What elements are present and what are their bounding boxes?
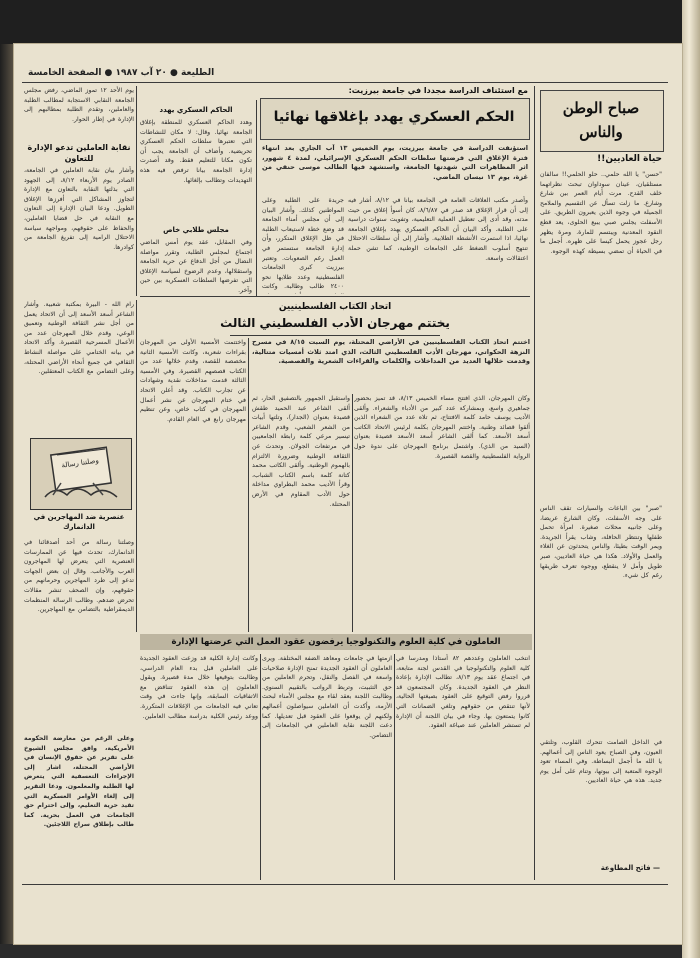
writers-col3: واختتمت الأمسية الأولى من المهرجان بقراءات شعرية، وكانت الأمسية الثانية مخصصة للقصة، وقدم خلالها عدد من الكتاب قصصهم القصيرة. وفي الأمسية الثالثة قدمت مداخلات نقدية وشهادات عن تجارب الكتاب. وقد أعلن الاتحاد في ختام المهرجان عن نشر أعمال المهرجان في كتاب خاص، وعن تنظيم مهرجان رابع في العام القادم.: [140, 339, 246, 423]
col-rule-5: [136, 300, 137, 632]
migrants-photo-illustration: [31, 439, 131, 509]
lead-intro: استؤنفت الدراسة في جامعة بيرزيت، يوم الخميس ١٣ آب الجاري بعد انتهاء فترة الإغلاق التي فرضتها سلطات الحكم العسكري الإسرائيلي، لمدة ٤ شهور، اثر المظاهرات التي شهدتها الجامعة، واستشهد فيها الطالب موسى حنفي من غزة، يوم ١٣ نيسان الماضي.: [262, 144, 528, 181]
lead-sub1-title: الحاكم العسكري يهدد: [159, 106, 233, 114]
lead-kicker: مع استئناف الدراسة مجددا في جامعة بيرزيت:: [348, 86, 528, 95]
scanner-top-shadow: [0, 0, 700, 44]
svg-text:وصلتنا رسالة: وصلتنا رسالة: [61, 456, 100, 470]
writers-kicker: اتحاد الكتاب الفلسطينيين: [278, 302, 392, 312]
column-body-3: في الداخل الصامت تتحرك القلوب، وتلتقي العيون، وفي الصباح يعود الناس إلى أعمالهم. يا الله ما أجمل البساطة. وفي المساء تعود الوجوه المتعبة إلى بيوتها، وتنام على أمل يوم جديد. هذه هي حياة العاديين.: [540, 739, 662, 785]
footer-rule: [22, 884, 668, 885]
column-body: "حسن" يا الله حلمي.. حلو الحلمي!! سالفان مستلقيان، عينان سوداوان تبحث نظراتهما خلف القدح. مرت أيام العمر بين شارع وشارع. ما زلت تسأل عن التقسيم والملامح الجميلة في وجوه الذين يعبرون الطريق. على الأسفلت يجلس صبي يبيع الحلوى، يعد قطع النقود المعدنية ويبتسم للمارة. ومرة يظهر رجل عجوز يحمل كيسا على ظهره. أجمل ما في الحياة أن تمضي بسيطة كهذه الوجوه.: [540, 171, 662, 255]
column-body-2: "صبر" بين الباعات والسيارات تقف الناس على وجه الأسفلت، وكان الشارع عريضا، وعلى جانبيه محلات صغيرة. امرأة تحمل طفلها وتنتظر الحافلة، وشاب يقرأ الجريدة. ويمر الوقت بطيئا، والناس يتحدثون عن الغلاء والعمل والأولاد. هكذا هي حياة العاديين، صبر طويل وأمل لا ينقطع، ووجوه تعرف طريقها رغم كل شيء.: [540, 505, 662, 580]
lead-sub1-body: وهدد الحاكم العسكري للمنطقة بإغلاق الجامعة نهائيا. وقال: لا مكان للنشاطات التي تعتبرها سلطات الحكم العسكري تحريضية. وأضاف أن الجامعة يجب أن تكون مكانا للتعليم فقط. وقد أصدرت إدارة الجامعة بيانا ترفض فيه هذه التهديدات وتطالب بإلغائها.: [140, 119, 252, 184]
header-rule: [22, 82, 668, 83]
top-right-text: يوم الأحد ١٢ تموز الماضي، رفض مجلس الجامعة النقابي الاستجابة لمطالب الطلبة والعاملين، وتقدم الطلبة بمطالبهم إلى الإدارة في إطار الحوار.: [24, 87, 134, 123]
lead-body: وأصدر مكتب العلاقات العامة في الجامعة بيانا في ٨/١٢، أشار فيه إلى أن قرار الإغلاق قد صدر في ٨/٦/٨٧، كان أسوأ إغلاق من حيث مدته، وقد أدى إلى تعطيل العملية التعليمية، وتفويت سنوات دراسية على الطلبة. وأكد البيان أن الحاكم العسكري يهدد بإغلاق الجامعة نهائيا، اذا استمرت الأنشطة الطلابية. وأشار إلى أن سلطات الاحتلال تنتهج أسلوب الضغط على الجامعات الوطنية، كما تشن حملة اعتقالات واسعة.: [348, 197, 528, 262]
science-col3: وكانت إدارة الكلية قد وزعت العقود الجديدة على العاملين قبل بدء العام الدراسي، وطالبت بتوقيعها خلال مدة قصيرة. ويقول العاملون إن هذه العقود تتناقض مع الاتفاقيات السابقة، وإنها جاءت في وقت تعاني فيه الجامعات من الإغلاقات المتكررة. ووعد رئيس الكلية بدراسة مطالب العاملين.: [140, 655, 258, 720]
science-col1: انتخب العاملون وعددهم ٨٢ أستاذا ومدرسا في كلية العلوم والتكنولوجيا في القدس لجنة متابعة، في اجتماع عقد يوم ٨/١٣، تطالب الإدارة بإعادة النظر في العقود الجديدة. وكان المجتمعون قد قرروا رفض التوقيع على العقود بصيغتها الحالية، لأنها تنتقص من حقوقهم وتلغي الضمانات التي كانوا يتمتعون بها. وجاء في بيان اللجنة أن الإدارة لم تستشر العاملين عند صياغة العقود.: [396, 655, 530, 730]
unions-body: وأشار بيان نقابة العاملين في الجامعة، الصادر يوم الأربعاء ٨/١٢، إلى الجهود التي بذلتها النقابة بالتعاون مع الإدارة لتجاوز المشاكل التي أفرزها الإغلاق الطويل. ودعا البيان الإدارة إلى التعاون مع النقابة في حل قضايا العاملين، والحفاظ على حقوقهم، ومواجهة سياسة الاحتلال الرامية إلى تفريغ الجامعة من كوادرها.: [24, 167, 134, 251]
migrants-caption: عنصرية ضد المهاجرين في الدانمارك: [33, 513, 125, 531]
lead-body-2: جريدة على الطلبة وعلى المواطنين كذلك. وأشار البيان إلى أن مجلس أمناء الجامعة قد وضع خطة لاستيعاب الطلبة في ظل الإغلاق المتكرر، وأن إدارة الجامعة ستستمر في العمل رغم الصعوبات. وتعتبر بيرزيت كبرى الجامعات الفلسطينية وعدد طلابها نحو ٢٤٠٠ طالب وطالبة. وكانت: [262, 197, 344, 291]
col-rule-7: [260, 654, 261, 880]
column-byline: — فاتح المطاوعة: [600, 864, 660, 872]
page-edge: [682, 0, 700, 958]
lead-sub2-body: وفي المقابل، عقد يوم أمس الماضي اجتماع لمجلس الطلبة، وتقرر مواصلة النضال من أجل الدفاع عن حرية الجامعة واستقلالها، وعدم الرضوخ لسياسة الإغلاق التي تفرضها السلطات العسكرية بين حين وآخر.: [140, 239, 252, 294]
page-header: [22, 68, 668, 82]
lead-sub2-title: مجلس طلابي خاص: [163, 226, 229, 234]
col-rule-3: [248, 338, 249, 632]
col-rule-4: [352, 394, 353, 632]
writers-headline-rule: [230, 335, 440, 336]
masthead-logo: صباح الوطن والناس: [562, 99, 640, 141]
writers-col4: رام الله - البيرة بمكتبة شعبية. وأشار الشاعر أسعد الأسعد إلى أن الاتحاد يعمل من أجل نشر الثقافة الوطنية وتعميق الوعي، وقدم خلال المهرجان عدد من الأعمال المسرحية القصيرة. وأكد الاتحاد في بيانه الختامي على مواصلة النشاط الثقافي في جميع أنحاء الأراضي المحتلة، وعلى التضامن مع الكتاب المعتقلين.: [24, 301, 134, 376]
col-rule-2: [256, 100, 257, 296]
migrants-photo: [30, 438, 132, 510]
science-headline: العاملون في كلية العلوم والتكنولوجيا يرفضون عقود العمل التي عرضتها الإدارة: [171, 637, 501, 647]
lead-headline: الحكم العسكري يهدد بإغلاقها نهائيا: [273, 109, 515, 125]
col-rule-6: [394, 654, 395, 880]
writers-headline: يختتم مهرجان الأدب الفلسطيني الثالث: [220, 316, 450, 330]
science-col2: ازمتها في جامعات ومعاهد الضفة المختلفة. ويرى العاملون أن العقود الجديدة تمنح الإدارة صلاحيات واسعة في الفصل والنقل، وتحرم العاملين من حق التثبيت، وتربط الرواتب بالتقييم السنوي. وطالبت اللجنة بعقد لقاء مع مجلس الأمناء لبحث الأزمة، وأكدت أن العاملين سيواصلون أعمالهم ولكنهم لن يوقعوا على العقود قبل تعديلها. كما دعت اللجنة نقابة العاملين في الجامعات إلى التضامن.: [262, 655, 392, 739]
unions-headline: نقابة العاملين تدعو الإدارة للتعاون: [27, 143, 131, 163]
writers-col1: وكان المهرجان، الذي افتتح مساء الخميس ٨/١٣، قد تميز بحضور جماهيري واسع، وبمشاركة عدد كبير من الأدباء والشعراء. وألقى الأديب يوسف حامد كلمة الافتتاح، ثم تلاه عدد من الشعراء الذين ألقوا قصائد وطنية. واختتم المهرجان بكلمة لرئيس الاتحاد الكاتب أسعد الأسعد. كما ألقى الشاعر أسعد الأسعد قصيدة بعنوان (السيد من الذي). واشتمل برنامج المهرجان على ندوة حول الرواية الفلسطينية والقصة القصيرة.: [354, 395, 530, 460]
writers-col2: واستقبل الجمهور بالتصفيق الحار، ثم ألقى الشاعر عبد الحميد طقش قصيدة بعنوان (الجدار)، وتلتها أبيات من الشعر الشعبي، وقدم الشاعر تيسير مرعي كلمة رابطة الجامعيين في مرتفعات الجولان. وتحدث عن الثقافة الوطنية وضرورة الالتزام بالهموم الوطنية. وألقى الكاتب محمد كتانة كلمة باسم الكتاب الشباب، وقرأ الأديب محمد البطراوي مداخلة حول الأدب المقاوم في الأرض المحتلة.: [252, 395, 350, 508]
column-title: حياة العاديين!!: [597, 154, 662, 164]
lead-bottom-rule: [140, 296, 530, 297]
col-rule-1: [136, 86, 137, 296]
binding-shadow: [0, 44, 14, 944]
writers-intro: اختتم اتحاد الكتاب الفلسطينيين في الأراضي المحتلة، يوم السبت ٨/١٥ في مسرح النزهة الحكواتي، مهرجان الأدب الفلسطيني الثالث، الذي امتد ثلاث أمسيات متتالية، وقدمت خلالها العديد من المداخلات والكلمات والقراءات الشعرية والقصصية.: [252, 338, 530, 366]
science-col4: وعلى الرغم من معارضة الحكومة الأمريكية، وافق مجلس الشيوخ على تقرير عن حقوق الإنسان في الأراضي المحتلة، اشار إلى الإجراءات التعسفية التي يتعرض لها الطلبة والمعلمون. ودعا التقرير إلى إلغاء الأوامر العسكرية التي تقيد حرية التعليم، وإلى احترام حق الجامعات في العمل بحرية. كما طالب بإطلاق سراح اللاجئين.: [24, 735, 134, 829]
column-divider: [534, 86, 535, 880]
migrants-body: وصلتنا رسالة من أحد أصدقائنا في الدانمارك، تحدث فيها عن الممارسات العنصرية التي يتعرض لها المهاجرون العرب والأجانب. وقال إن بعض الجهات تدعو إلى طرد المهاجرين وحرمانهم من حقوقهم، وإن الصحف تنشر مقالات تحرض ضدهم. وطالب الرسالة المنظمات الديمقراطية بالتضامن مع المهاجرين.: [24, 539, 134, 614]
page-header-date: الطليعة ● ٢٠ آب ١٩٨٧ ● الصفحة الخامسة: [28, 68, 215, 78]
